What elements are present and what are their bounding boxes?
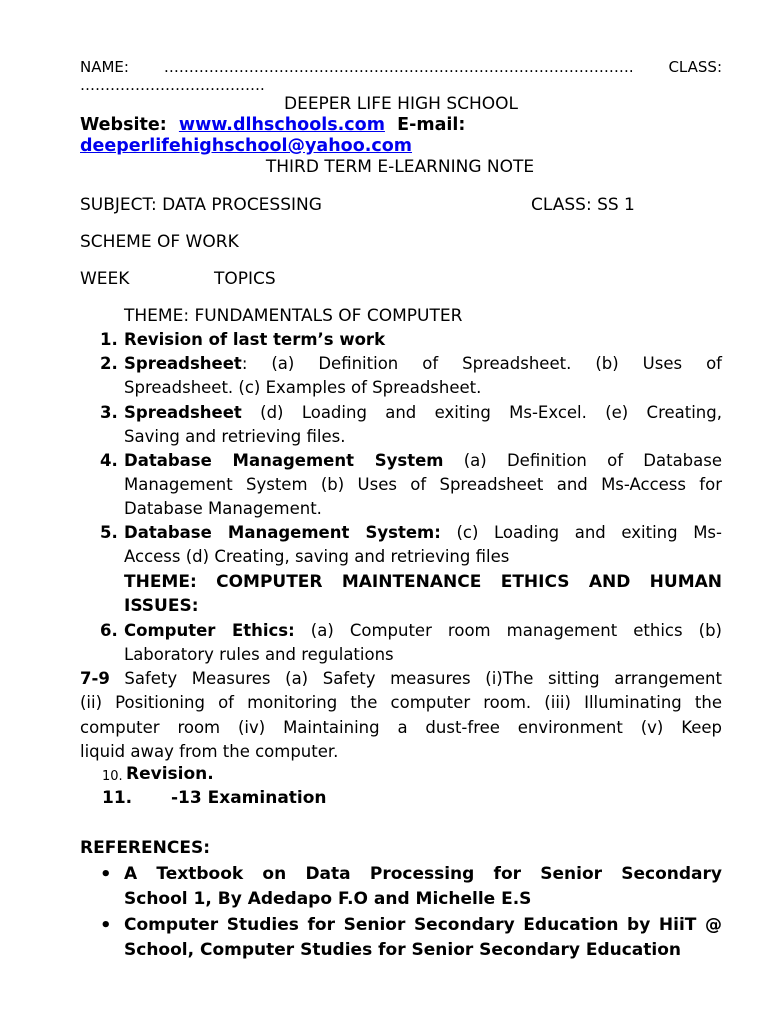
reference-item: Computer Studies for Senior Secondary Education by HiiT @ xyxy=(124,915,722,935)
reference-item-cont: School 1, By Adedapo F.O and Michelle E.S xyxy=(124,889,532,909)
item-text-cont: Spreadsheet. (c) Examples of Spreadsheet. xyxy=(124,378,482,397)
email-link[interactable]: deeperlifehighschool@yahoo.com xyxy=(80,136,413,156)
theme-fundamentals: THEME: FUNDAMENTALS OF COMPUTER xyxy=(124,306,463,326)
item-number: 1. xyxy=(100,330,118,349)
item-text: (c) Loading and exiting Ms- xyxy=(440,523,722,542)
bullet-icon: • xyxy=(100,864,112,885)
email-row xyxy=(80,136,412,156)
list-item xyxy=(124,352,722,376)
scheme-title: SCHEME OF WORK xyxy=(80,232,239,252)
item-number: 4. xyxy=(100,451,118,470)
week-7-9-text-cont: liquid away from the computer. xyxy=(80,742,339,761)
subject-label: SUBJECT: DATA PROCESSING xyxy=(80,195,322,215)
list-item xyxy=(124,619,722,643)
item-text: (d) Loading and exiting Ms-Excel. (e) Creating, xyxy=(241,403,722,422)
name-class-line: NAME: …………………………………………………………………………………. CLASS: xyxy=(80,58,722,76)
list-item xyxy=(124,401,722,425)
school-name: DEEPER LIFE HIGH SCHOOL xyxy=(283,94,519,114)
email-label: E-mail: xyxy=(397,115,466,135)
website-link[interactable]: www.dlhschools.com xyxy=(178,115,385,135)
reference-item: A Textbook on Data Processing for Senior Secondary xyxy=(124,864,722,884)
week-column-header: WEEK xyxy=(80,269,130,289)
name-class-line-cont: ………………………………. xyxy=(80,76,265,94)
item-text: (a) Computer room management ethics (b) xyxy=(294,621,722,640)
theme-maintenance-cont: ISSUES: xyxy=(124,596,199,616)
item-text-cont: Saving and retrieving files. xyxy=(124,427,346,446)
week-7-9-text-cont: (ii) Positioning of monitoring the computer room. (iii) Illuminating the xyxy=(80,693,722,712)
item-title: Database Management System xyxy=(124,451,444,470)
class-label: CLASS: SS 1 xyxy=(531,195,635,215)
item-text: (a) Definition of Database xyxy=(443,451,723,470)
week-11-number: 11. xyxy=(102,788,133,808)
week-7-9-entry xyxy=(80,667,722,691)
week-7-9-text-cont: computer room (iv) Maintaining a dust-free environment (v) Keep xyxy=(80,718,722,737)
week-10-text: Revision. xyxy=(126,764,214,784)
week-10-number: 10. xyxy=(102,769,123,784)
item-number: 3. xyxy=(100,403,118,422)
item-number: 5. xyxy=(100,523,118,542)
list-item xyxy=(124,328,722,352)
item-title: Computer Ethics: xyxy=(124,621,295,640)
item-title: Spreadsheet xyxy=(124,354,242,373)
week-7-9-text: Safety Measures (a) Safety measures (i)The sitting arrangement xyxy=(109,669,722,688)
item-text-cont: Management System (b) Uses of Spreadsheet and Ms-Access for xyxy=(124,475,722,494)
item-title: Revision of last term’s work xyxy=(124,330,386,349)
item-text-cont: Access (d) Creating, saving and retrieving files xyxy=(124,547,510,566)
week-11-text: -13 Examination xyxy=(171,788,327,808)
note-title: THIRD TERM E-LEARNING NOTE xyxy=(265,157,535,177)
website-row xyxy=(80,115,465,135)
item-title: Spreadsheet xyxy=(124,403,242,422)
list-item xyxy=(124,449,722,473)
item-number: 2. xyxy=(100,354,118,373)
item-title: Database Management System: xyxy=(124,523,441,542)
reference-item-cont: School, Computer Studies for Senior Secondary Education xyxy=(124,940,682,960)
website-label: Website: xyxy=(80,115,167,135)
week-7-9-number: 7-9 xyxy=(80,669,110,688)
item-text: : (a) Definition of Spreadsheet. (b) Uses of xyxy=(241,354,722,373)
topics-column-header: TOPICS xyxy=(214,269,276,289)
bullet-icon: • xyxy=(100,915,112,936)
item-text-cont: Laboratory rules and regulations xyxy=(124,645,394,664)
references-title: REFERENCES: xyxy=(80,838,210,858)
list-item xyxy=(124,521,722,545)
item-number: 6. xyxy=(100,621,118,640)
theme-maintenance: THEME: COMPUTER MAINTENANCE ETHICS AND HUMAN xyxy=(124,572,722,592)
item-text-cont: Database Management. xyxy=(124,499,322,518)
